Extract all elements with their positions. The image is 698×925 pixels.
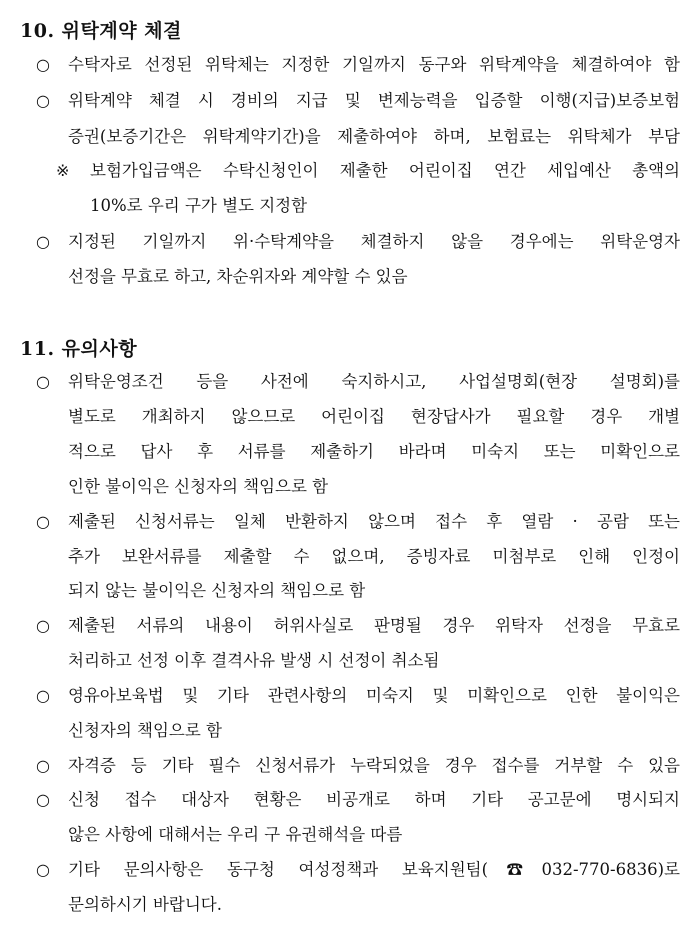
s11-item1-line4: 인한 불이익은 신청자의 책임으로 함 xyxy=(68,477,329,496)
bullet-icon: ○ xyxy=(36,790,50,809)
bullet-icon: ○ xyxy=(36,232,50,251)
s11-item6-line1: 신청 접수 대상자 현황은 비공개로 하며 기타 공고문에 명시되지 xyxy=(68,790,680,809)
s11-item2-line1: 제출된 신청서류는 일체 반환하지 않으며 접수 후 열람 · 공람 또는 xyxy=(68,512,680,531)
s11-item7-line2: 문의하시기 바랍니다. xyxy=(68,895,222,914)
s10-item1-line1: 수탁자로 선정된 위탁체는 지정한 기일까지 동구와 위탁계약을 체결하여야 함 xyxy=(68,55,680,74)
s10-note-line1: 보험가입금액은 수탁신청인이 제출한 어린이집 연간 세입예산 총액의 xyxy=(90,161,680,180)
bullet-icon: ○ xyxy=(36,55,50,74)
s11-item1-line2: 별도로 개최하지 않으므로 어린이집 현장답사가 필요할 경우 개별 xyxy=(68,407,680,426)
section-10-title: 10. 위탁계약 체결 xyxy=(20,20,182,42)
bullet-icon: ○ xyxy=(36,91,50,110)
s11-item1-line1: 위탁운영조건 등을 사전에 숙지하시고, 사업설명회(현장 설명회)를 xyxy=(68,372,680,391)
s10-item2-line2: 증권(보증기간은 위탁계약기간)을 제출하여야 하며, 보험료는 위탁체가 부담 xyxy=(68,127,680,146)
s11-item2-line2: 추가 보완서류를 제출할 수 없으며, 증빙자료 미첨부로 인해 인정이 xyxy=(68,547,680,566)
s11-item3-line2: 처리하고 선정 이후 결격사유 발생 시 선정이 취소됨 xyxy=(68,651,440,670)
s11-item5-line1: 자격증 등 기타 필수 신청서류가 누락되었을 경우 접수를 거부할 수 있음 xyxy=(68,756,680,775)
bullet-icon: ○ xyxy=(36,756,50,775)
s10-note-line2: 10%로 우리 구가 별도 지정함 xyxy=(90,196,308,215)
s11-item2-line3: 되지 않는 불이익은 신청자의 책임으로 함 xyxy=(68,581,366,600)
s11-item7-line1: 기타 문의사항은 동구청 여성정책과 보육지원팀(☎032-770-6836)로 xyxy=(68,860,680,879)
s11-item4-line2: 신청자의 책임으로 함 xyxy=(68,721,222,740)
bullet-icon: ○ xyxy=(36,372,50,391)
s10-item3-line2: 선정을 무효로 하고, 차순위자와 계약할 수 있음 xyxy=(68,267,408,286)
s11-item6-line2: 않은 사항에 대해서는 우리 구 유권해석을 따름 xyxy=(68,825,403,844)
s10-item3-line1: 지정된 기일까지 위·수탁계약을 체결하지 않을 경우에는 위탁운영자 xyxy=(68,232,680,251)
s10-item2-line1: 위탁계약 체결 시 경비의 지급 및 변제능력을 입증할 이행(지급)보증보험 xyxy=(68,91,680,110)
section-11-title: 11. 유의사항 xyxy=(20,338,138,360)
bullet-icon: ○ xyxy=(36,512,50,531)
note-mark-icon: ※ xyxy=(56,161,70,180)
s11-item3-line1: 제출된 서류의 내용이 허위사실로 판명될 경우 위탁자 선정을 무효로 xyxy=(68,616,680,635)
bullet-icon: ○ xyxy=(36,686,50,705)
bullet-icon: ○ xyxy=(36,616,50,635)
bullet-icon: ○ xyxy=(36,860,50,879)
s11-item4-line1: 영유아보육법 및 기타 관련사항의 미숙지 및 미확인으로 인한 불이익은 xyxy=(68,686,680,705)
s11-item1-line3: 적으로 답사 후 서류를 제출하기 바라며 미숙지 또는 미확인으로 xyxy=(68,442,680,461)
